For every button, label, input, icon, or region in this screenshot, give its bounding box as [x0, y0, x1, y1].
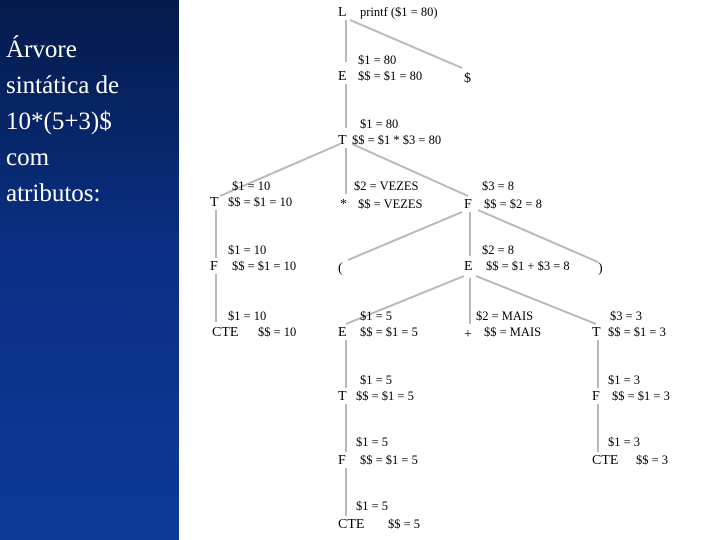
title-line-1: Árvore: [6, 36, 77, 63]
node-symbol: E: [464, 259, 473, 274]
node-attr-1: $1 = 3: [608, 435, 641, 449]
node-attr-1: $1 = 80: [360, 117, 399, 131]
node-attr-1: $3 = 3: [610, 309, 643, 323]
title-line-2: sintática de: [6, 72, 120, 99]
node-t-right: [592, 309, 666, 340]
title-line-3: 10*(5+3)$: [6, 108, 112, 135]
node-symbol: $: [464, 71, 471, 86]
node-attr-2: $$ = $1 + $3 = 8: [486, 259, 570, 273]
node-t-top: [338, 117, 441, 148]
node-t-low: [338, 373, 414, 404]
node-attr-2: $$ = $2 = 8: [484, 197, 542, 211]
node-attr-2: $$ = $1 = 80: [358, 69, 423, 83]
node-attr-1: $1 = 5: [360, 373, 393, 387]
node-symbol: +: [464, 327, 472, 342]
node-symbol: T: [338, 133, 347, 148]
node-root-l: [338, 5, 438, 20]
node-symbol: T: [338, 389, 347, 404]
node-symbol: T: [210, 195, 219, 210]
node-f-right: [464, 179, 542, 212]
node-symbol: E: [338, 69, 347, 84]
node-attr-1: $1 = 5: [356, 435, 389, 449]
node-attr-2: $$ = VEZES: [358, 197, 423, 211]
node-e-inner: [464, 243, 570, 274]
node-attr-2: $$ = MAIS: [484, 325, 542, 339]
title-line-5: atributos:: [6, 180, 101, 207]
node-attr-1: $3 = 8: [482, 179, 515, 193]
node-attr-2: $$ = $1 = 10: [232, 259, 297, 273]
edge-fright-lparen: [348, 212, 462, 260]
node-symbol: CTE: [212, 325, 239, 340]
node-attr-2: $$ = $1 = 3: [612, 389, 670, 403]
node-symbol: CTE: [338, 517, 365, 532]
node-attr-2: $$ = $1 = 5: [360, 453, 418, 467]
node-cte-left: [212, 309, 296, 340]
node-symbol: F: [210, 259, 218, 274]
node-attr-2: $$ = $1 = 5: [356, 389, 414, 403]
node-symbol: F: [592, 389, 600, 404]
node-dollar: [464, 71, 471, 86]
node-symbol: (: [338, 261, 343, 276]
node-attr-1: $2 = MAIS: [476, 309, 534, 323]
node-symbol: F: [338, 453, 346, 468]
node-symbol: ): [598, 261, 603, 276]
node-cte-low: [338, 499, 420, 532]
node-attr-1: $1 = 5: [356, 499, 389, 513]
node-symbol: F: [464, 197, 472, 212]
node-attr-1: $1 = 10: [232, 179, 271, 193]
node-attr-2: $$ = 3: [636, 453, 669, 467]
node-f-right-low: [592, 373, 670, 404]
node-attr-2: $$ = 5: [388, 517, 421, 531]
node-rparen: [598, 261, 603, 276]
node-symbol: *: [340, 197, 347, 212]
node-attr-1: $1 = 80: [358, 53, 397, 67]
node-attr-1: $1 = 10: [228, 309, 267, 323]
node-f-left: [210, 243, 296, 274]
node-attr-2: $$ = 10: [258, 325, 297, 339]
node-f-low: [338, 435, 418, 468]
node-symbol: L: [338, 5, 347, 20]
title-line-4: com: [6, 144, 50, 171]
node-attr-2: $$ = $1 = 10: [228, 195, 293, 209]
node-plus: [464, 309, 541, 342]
node-symbol: CTE: [592, 453, 619, 468]
node-action: printf ($1 = 80): [360, 5, 438, 19]
node-attr-2: $$ = $1 = 5: [360, 325, 418, 339]
node-attr-1: $2 = VEZES: [354, 179, 419, 193]
node-cte-right: [592, 435, 668, 468]
node-attr-1: $1 = 3: [608, 373, 641, 387]
node-e-low: [338, 309, 418, 340]
node-e-top: [338, 53, 422, 84]
node-star: [340, 179, 423, 212]
node-attr-1: $1 = 5: [360, 309, 393, 323]
node-attr-1: $1 = 10: [228, 243, 267, 257]
node-symbol: T: [592, 325, 601, 340]
node-symbol: E: [338, 325, 347, 340]
node-attr-1: $2 = 8: [482, 243, 515, 257]
node-lparen: [338, 261, 343, 276]
node-attr-2: $$ = $1 * $3 = 80: [352, 133, 442, 147]
node-attr-2: $$ = $1 = 3: [608, 325, 666, 339]
